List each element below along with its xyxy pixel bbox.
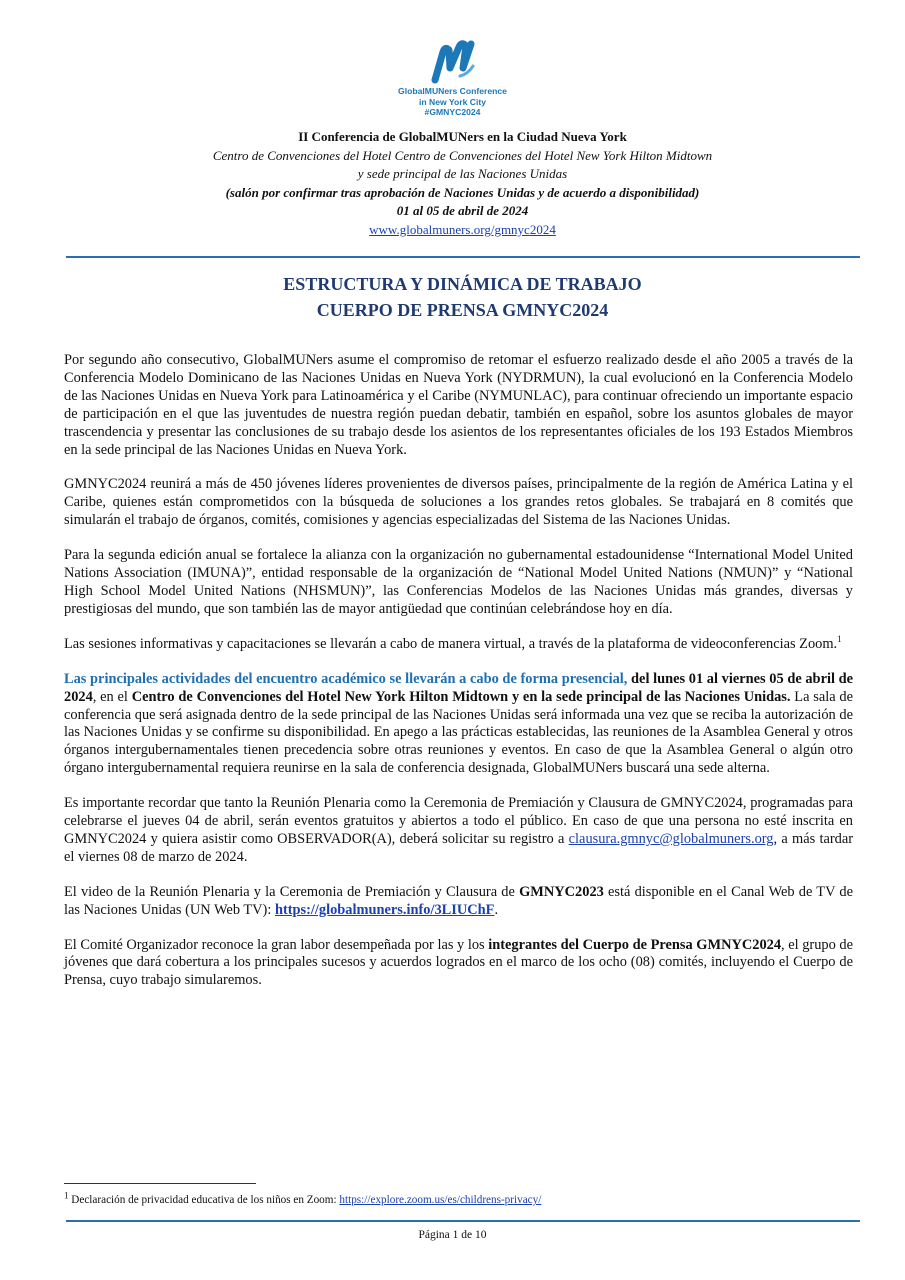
logo-line-2: in New York City <box>418 96 487 107</box>
zoom-privacy-link[interactable]: https://explore.zoom.us/es/childrens-privacy/ <box>339 1194 542 1206</box>
paragraph-5 <box>64 671 853 778</box>
venue-line-2: y sede principal de las Naciones Unidas <box>357 166 568 182</box>
un-web-tv-link[interactable]: https://globalmuners.info/3LIUChF <box>274 901 495 918</box>
registration-email-link[interactable]: clausura.gmnyc@globalmuners.org <box>568 830 774 847</box>
globalmuners-logo-icon <box>430 38 476 84</box>
paragraph-8 <box>64 937 853 991</box>
paragraph-5-text-b: La sala de conferencia que será asignada dentro de la sede principal de las Naciones Unidas será informada una vez que se reciba la autorización de las Naciones Unidas y se confirme su disponibilidad. En apego a las prácticas establecidas, las reuniones de la Asamblea General y otros órganos intergubernamentales tienen precedencia sobre otras reuniones y eventos. En caso de que la Asamblea General o algún otro órgano intergubernamental requiera reunirse en la sala de conferencia designada, GlobalMUNers buscará una sede alterna. <box>64 688 854 777</box>
conference-dates: 01 al 05 de abril de 2024 <box>396 203 529 219</box>
paragraph-6 <box>64 795 853 867</box>
paragraph-8-text-a: El Comité Organizador reconoce la gran labor desempeñada por las y los <box>64 936 489 953</box>
paragraph-3: Para la segunda edición anual se fortalece la alianza con la organización no gubernamental estadounidense “International Model United Nations Association (IMUNA)”, entidad responsable de la organización de “National Model United Nations (NMUN)” y “National High School Model United Nations (NHSMUN)”, las Conferencias Modelos de las Naciones Unidas más grandes, diversas y prestigiosas del mundo, que son también las de mayor antigüedad que continúan celebrándose hoy en día. <box>64 547 853 617</box>
venue-line: Centro de Convenciones del Hotel Centro de Convenciones del Hotel New York Hilton Midtown <box>212 147 713 163</box>
document-title <box>60 271 865 323</box>
paragraph-7-text-c: . <box>494 901 499 918</box>
event-dates: del lunes 01 al viernes 05 de abril de 2024 <box>64 670 853 705</box>
paragraph-7-text-b: está disponible en el Canal Web de TV de las Naciones Unidas (UN Web TV): <box>64 883 854 918</box>
conference-logo <box>0 38 905 118</box>
header-divider <box>66 256 860 258</box>
paragraph-2: GMNYC2024 reunirá a más de 450 jóvenes líderes provenientes de diversos países, principalmente de la región de América Latina y el Caribe, quienes están comprometidos con la búsqueda de soluciones a los grandes retos globales. Se trabajará en 8 comités que simularán el trabajo de órganos, comités, comisiones y agencias especializadas del Sistema de las Naciones Unidas. <box>64 476 853 529</box>
footer-divider <box>66 1220 860 1222</box>
paragraph-7 <box>64 884 853 920</box>
highlight-text: Las principales actividades del encuentro académico se llevarán a cabo de forma presencial, <box>64 670 628 687</box>
paragraph-7-text-a: El video de la Reunión Plenaria y la Ceremonia de Premiación y Clausura de <box>64 883 520 900</box>
footnote-ref[interactable]: 1 <box>837 633 842 644</box>
footnote-text: Declaración de privacidad educativa de los niños en Zoom: <box>68 1194 340 1206</box>
conference-name: II Conferencia de GlobalMUNers en la Ciudad Nueva York <box>298 129 627 144</box>
paragraph-6-text-a: Es importante recordar que tanto la Reunión Plenaria como la Ceremonia de Premiación y Clausura de GMNYC2024, programadas para celebrarse el jueves 04 de abril, serán eventos gratuitos y abiertos a todo el público. En caso de que una persona no esté inscrita en GMNYC2024 y quiera asistir como OBSERVADOR(A), deberá solicitar su registro a <box>64 795 853 847</box>
footnote <box>64 1190 864 1207</box>
paragraph-5-text-a: , en el <box>92 688 132 705</box>
logo-hashtag: #GMNYC2024 <box>424 107 481 117</box>
footnote-number: 1 <box>64 1190 69 1201</box>
paragraph-6-text-b: , a más tardar el viernes 08 de marzo de 2024. <box>64 830 853 865</box>
document-body <box>64 352 853 1007</box>
footnote-separator <box>64 1183 256 1184</box>
title-line-2: CUERPO DE PRENSA GMNYC2024 <box>316 300 609 320</box>
press-corps-label: integrantes del Cuerpo de Prensa GMNYC2024 <box>488 936 782 953</box>
paragraph-4 <box>64 633 853 654</box>
conference-website-link[interactable]: www.globalmuners.org/gmnyc2024 <box>369 221 556 237</box>
logo-line-1: GlobalMUNers Conference <box>398 86 507 96</box>
event-venue: Centro de Convenciones del Hotel New York Hilton Midtown y en la sede principal de las Naciones Unidas. <box>131 688 791 705</box>
paragraph-1: Por segundo año consecutivo, GlobalMUNers asume el compromiso de retomar el esfuerzo realizado desde el año 2005 a través de la Conferencia Modelo Dominicano de las Naciones Unidas en Nueva York (NYDRMUN), la cual evolucionó en la Conferencia Modelo de las Naciones Unidas en Nueva York para Latinoamérica y el Caribe (NYMUNLAC), para continuar ofreciendo un importante espacio de participación en el que las juventudes de nuestra región puedan debatir, también en español, sobre los asuntos globales de mayor trascendencia y presentar las conclusiones de su trabajo desde los asientos de los representantes oficiales de los 193 Estados Miembros en la sede principal de las Naciones Unidas en Nueva York. <box>64 352 853 458</box>
paragraph-8-text-b: , el grupo de jóvenes que dará cobertura a los principales sucesos y acuerdos logrados en el marco de los ocho (08) comités, incluyendo el Cuerpo de Prensa, cuyo trabajo simularemos. <box>64 936 853 989</box>
document-header <box>60 128 865 240</box>
paragraph-4-text: Las sesiones informativas y capacitaciones se llevarán a cabo de manera virtual, a través de la plataforma de videoconferencias Zoom. <box>64 635 838 652</box>
title-line-1: ESTRUCTURA Y DINÁMICA DE TRABAJO <box>283 274 642 294</box>
gmnyc2023-label: GMNYC2023 <box>519 883 604 900</box>
page-number: Página 1 de 10 <box>418 1229 487 1241</box>
venue-note: (salón por confirmar tras aprobación de Naciones Unidas y de acuerdo a disponibilidad) <box>225 184 700 200</box>
